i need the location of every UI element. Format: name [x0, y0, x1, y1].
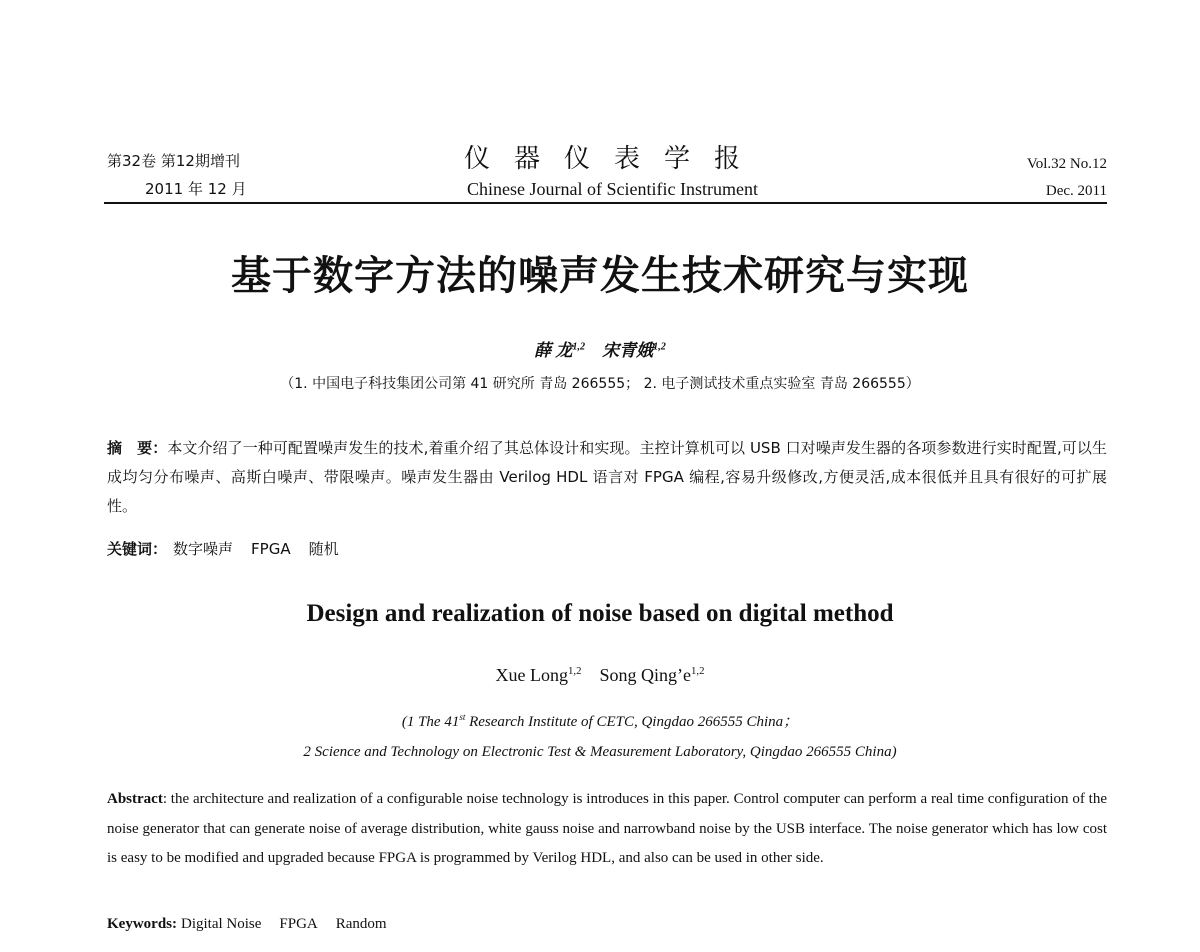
- author-affil-mark: 1,2: [653, 341, 666, 353]
- affiliation-en-line2: 2 Science and Technology on Electronic Test & Measurement Laboratory, Qingdao 266555 China): [303, 744, 897, 760]
- affiliation-en: [0, 702, 1200, 767]
- paper-title-en: Design and realization of noise based on digital method: [306, 600, 894, 627]
- author-affil-mark: 1,2: [567, 665, 582, 677]
- keyword: Random: [335, 916, 387, 932]
- abstract-label-en: Abstract: [107, 791, 163, 807]
- authors-en: [0, 665, 1200, 686]
- keyword: 随机: [308, 540, 339, 558]
- abstract-text-cn: 本文介绍了一种可配置噪声发生的技术,着重介绍了其总体设计和实现。主控计算机可以 USB 口对噪声发生器的各项参数进行实时配置,可以生成均匀分布噪声、高斯白噪声、带限噪声。噪声发生器由 Verilog HDL 语言对 FPGA 编程,容易升级修改,方便灵活,成本很低并且具有很好的可扩展性。: [107, 439, 1107, 515]
- keyword: FPGA: [279, 916, 318, 932]
- keywords-label-en: Keywords:: [107, 916, 177, 932]
- header-rule: [104, 202, 1107, 204]
- journal-title-en: Chinese Journal of Scientific Instrument: [467, 179, 758, 199]
- keyword: Digital Noise: [181, 916, 262, 932]
- affiliation-cn: （1. 中国电子科技集团公司第 41 研究所 青岛 266555； 2. 电子测试技术重点实验室 青岛 266555）: [280, 376, 920, 392]
- keyword: 数字噪声: [173, 540, 234, 558]
- author-name: Xue Long: [495, 665, 568, 685]
- paper-title-cn: 基于数字方法的噪声发生技术研究与实现: [231, 253, 969, 299]
- abstract-cn: [107, 434, 1107, 521]
- keywords-en: [107, 916, 401, 933]
- abstract-text-en: : the architecture and realization of a configurable noise technology is introduces in this paper. Control computer can perform a real time configuration of the noise generator that can generate noise of average distribution, white gauss noise and narrowband noise by the USB interface. The noise generator which has low cost is easy to be modified and upgraded because FPGA is programmed by Verilog HDL, and also can be used in other side.: [107, 791, 1107, 866]
- volume-issue-en: Vol.32 No.12: [1026, 156, 1107, 172]
- abstract-en: [107, 785, 1107, 874]
- header-center: [0, 141, 1200, 201]
- keywords-label-cn: 关键词：: [107, 540, 168, 558]
- author-name: 宋青娥: [602, 341, 654, 360]
- keyword: FPGA: [251, 540, 291, 558]
- header-right: [1027, 151, 1107, 205]
- date-en: Dec. 2011: [1045, 183, 1107, 199]
- keywords-cn: [107, 538, 351, 559]
- affiliation-en-line1: (1 The 41st Research Institute of CETC, Qingdao 266555 China；: [401, 712, 799, 730]
- journal-title-cn: 仪器仪表学报: [463, 144, 764, 174]
- date-cn: 2011 年 12 月: [145, 180, 247, 198]
- author-name: Song Qing’e: [599, 665, 691, 685]
- author-affil-mark: 1,2: [690, 665, 705, 677]
- author-name: 薛 龙: [534, 341, 573, 360]
- abstract-label-cn: 摘 要：: [107, 439, 168, 457]
- volume-issue-cn: 第32卷 第12期增刊: [107, 152, 240, 170]
- authors-cn: [0, 336, 1200, 361]
- author-affil-mark: 1,2: [572, 341, 586, 353]
